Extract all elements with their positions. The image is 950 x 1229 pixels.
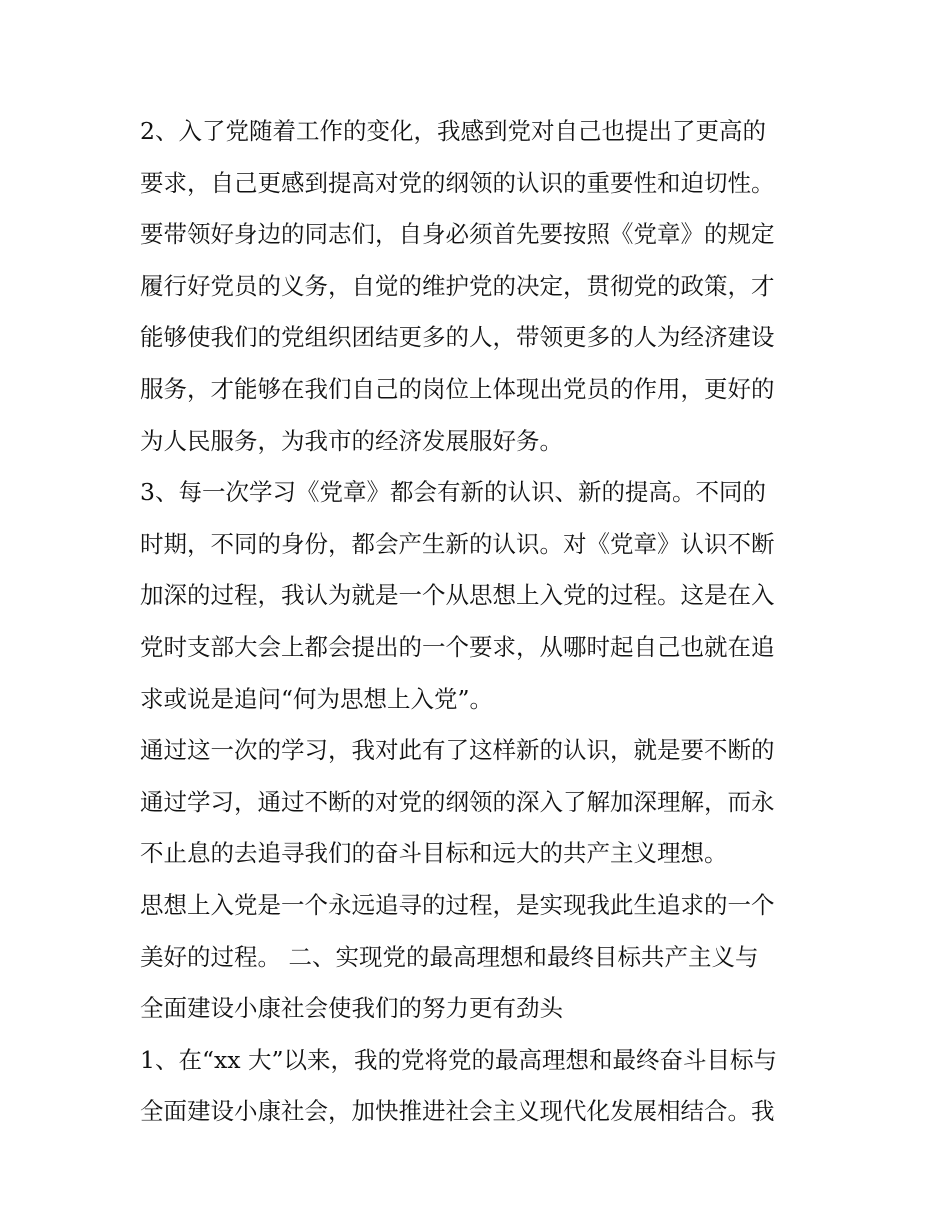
text-line: 通过这一次的学习，我对此有了这样新的认识，就是要不断的: [140, 736, 775, 765]
text-line: 1、在“xx 大”以来，我的党将党的最高理想和最终奋斗目标与: [140, 1045, 777, 1074]
text-line: 不止息的去追寻我们的奋斗目标和远大的共产主义理想。: [140, 839, 728, 868]
text-line: 时期，不同的身份，都会产生新的认识。对《党章》认识不断: [140, 529, 775, 558]
text-line: 思想上入党是一个永远追寻的过程，是实现我此生追求的一个: [140, 890, 775, 919]
text-line: 2、入了党随着工作的变化，我感到党对自己也提出了更高的: [140, 117, 766, 145]
text-line: 为人民服务，为我市的经济发展服好务。: [140, 426, 563, 455]
text-line: 全面建设小康社会，加快推进社会主义现代化发展相结合。我: [140, 1097, 775, 1126]
text-line: 要带领好身边的同志们，自身必须首先要按照《党章》的规定: [140, 220, 775, 249]
text-line: 求或说是追问“何为思想上入党”。: [140, 684, 494, 713]
text-line: 履行好党员的义务，自觉的维护党的决定，贯彻党的政策，才: [140, 271, 775, 300]
text-line: 加深的过程，我认为就是一个从思想上入党的过程。这是在入: [140, 581, 775, 610]
text-line: 全面建设小康社会使我们的努力更有劲头: [140, 994, 563, 1023]
text-line: 能够使我们的党组织团结更多的人，带领更多的人为经济建设: [140, 323, 775, 352]
text-line: 要求，自己更感到提高对党的纲领的认识的重要性和迫切性。: [140, 168, 775, 197]
text-line: 美好的过程。 二、实现党的最高理想和最终目标共产主义与: [140, 942, 759, 971]
text-line: 3、每一次学习《党章》都会有新的认识、新的提高。不同的: [140, 478, 766, 507]
document-body: [140, 106, 820, 1138]
text-line: 通过学习，通过不断的对党的纲领的深入了解加深理解，而永: [140, 787, 775, 816]
text-line: 服务，才能够在我们自己的岗位上体现出党员的作用，更好的: [140, 374, 775, 403]
text-line: 党时支部大会上都会提出的一个要求，从哪时起自己也就在追: [140, 632, 775, 661]
